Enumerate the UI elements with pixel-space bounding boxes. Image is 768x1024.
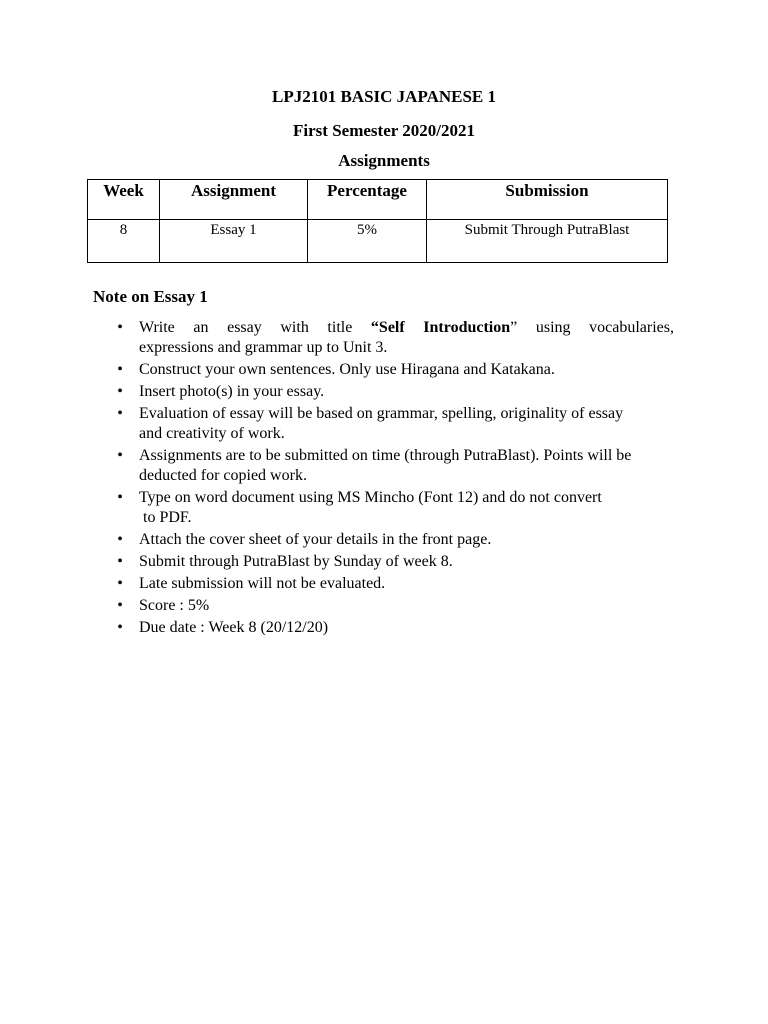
- table-row: [88, 220, 668, 263]
- cell-percentage: 5%: [308, 220, 427, 263]
- list-item: [114, 318, 674, 358]
- note-text: Write an essay with title “Self Introduction” using vocabularies,: [139, 319, 674, 336]
- list-item: [114, 360, 674, 380]
- list-item: [114, 382, 674, 402]
- bullet-icon: •: [117, 619, 123, 636]
- list-item: [114, 530, 674, 550]
- section-heading: Assignments: [338, 151, 430, 170]
- header-percentage: Percentage: [308, 180, 427, 220]
- bullet-icon: •: [117, 575, 123, 592]
- note-text: Score : 5%: [139, 597, 210, 614]
- note-text: Insert photo(s) in your essay.: [139, 383, 325, 400]
- list-item: [114, 574, 674, 594]
- bullet-icon: •: [117, 489, 123, 506]
- bullet-icon: •: [117, 447, 123, 464]
- header-week: Week: [88, 180, 160, 220]
- assignment-table: [87, 179, 668, 263]
- bullet-icon: •: [117, 553, 123, 570]
- bullet-icon: •: [117, 319, 123, 336]
- bullet-icon: •: [117, 405, 123, 422]
- note-text: Attach the cover sheet of your details in the front page.: [139, 531, 492, 548]
- cell-submission: Submit Through PutraBlast: [427, 220, 668, 263]
- note-text: Late submission will not be evaluated.: [139, 575, 386, 592]
- list-item: [114, 404, 674, 444]
- header-assignment: Assignment: [160, 180, 308, 220]
- note-text-continued: expressions and grammar up to Unit 3.: [139, 339, 388, 356]
- cell-week: 8: [88, 220, 160, 263]
- note-text: Construct your own sentences. Only use Hiragana and Katakana.: [139, 361, 555, 378]
- document-semester: First Semester 2020/2021: [293, 121, 475, 140]
- notes-heading: Note on Essay 1: [93, 287, 208, 306]
- bullet-icon: •: [117, 361, 123, 378]
- note-text: Assignments are to be submitted on time (through PutraBlast). Points will be deducted for copied work.: [139, 447, 632, 484]
- header-submission: Submission: [427, 180, 668, 220]
- list-item: [114, 596, 674, 616]
- bullet-icon: •: [117, 531, 123, 548]
- list-item: [114, 446, 674, 486]
- note-text: Type on word document using MS Mincho (Font 12) and do not convert: [139, 489, 602, 506]
- list-item: [114, 488, 674, 528]
- essay-title-emphasis: Self Introduction: [378, 319, 511, 336]
- bullet-icon: •: [117, 597, 123, 614]
- bullet-icon: •: [117, 383, 123, 400]
- list-item: [114, 618, 674, 638]
- note-text: Evaluation of essay will be based on grammar, spelling, originality of essay and creativity of work.: [139, 405, 624, 442]
- notes-list: [114, 318, 674, 640]
- cell-assignment: Essay 1: [160, 220, 308, 263]
- note-text-continued: to PDF.: [143, 509, 192, 526]
- note-text: Submit through PutraBlast by Sunday of week 8.: [139, 553, 453, 570]
- note-text: Due date : Week 8 (20/12/20): [139, 619, 329, 636]
- document-title: LPJ2101 BASIC JAPANESE 1: [271, 87, 497, 106]
- list-item: [114, 552, 674, 572]
- table-header-row: [88, 180, 668, 220]
